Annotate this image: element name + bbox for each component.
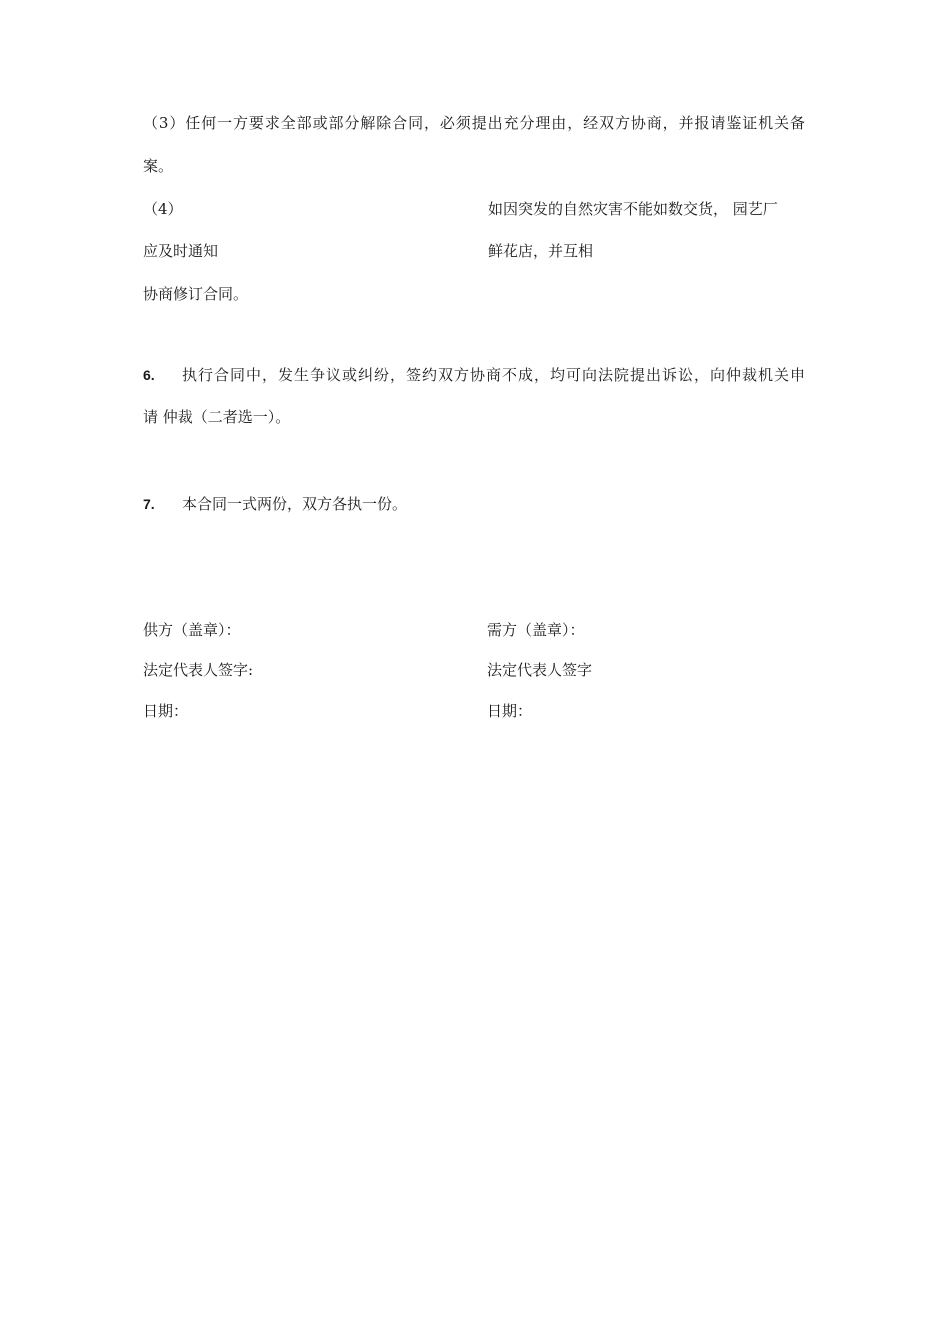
clause-4-line-3: 协商修订合同。 <box>143 285 249 303</box>
buyer-seal-label: 需方（盖章）： <box>487 621 585 639</box>
item-6-line-1: 执行合同中，发生争议或纠纷，签约双方协商不成，均可向法院提出诉讼，向仲裁机关申 <box>182 366 805 384</box>
item-7-text: 本合同一式两份，双方各执一份。 <box>182 495 408 513</box>
clause-4-right-line-1: 如因突发的自然灾害不能如数交货， 园艺厂 <box>488 200 778 218</box>
clause-4-left-line-2: 应及时通知 <box>143 242 219 260</box>
buyer-date-label: 日期： <box>487 702 533 720</box>
clause-3-line-2: 案。 <box>143 157 174 175</box>
item-6-line-2: 请 仲裁（二者选一）。 <box>143 408 291 426</box>
clause-3-line-1: （3）任何一方要求全部或部分解除合同，必须提出充分理由，经双方协商，并报请鉴证机关备 <box>143 114 805 132</box>
clause-4-right-line-2: 鲜花店，并互相 <box>488 242 594 260</box>
clause-4-label: （4） <box>143 200 183 218</box>
item-6-number: 6. <box>143 367 155 383</box>
item-7-number: 7. <box>143 496 155 512</box>
supplier-date-label: 日期： <box>143 702 189 720</box>
supplier-seal-label: 供方（盖章）： <box>143 621 241 639</box>
buyer-rep-label: 法定代表人签字 <box>487 661 593 679</box>
supplier-rep-label: 法定代表人签字: <box>143 661 254 679</box>
